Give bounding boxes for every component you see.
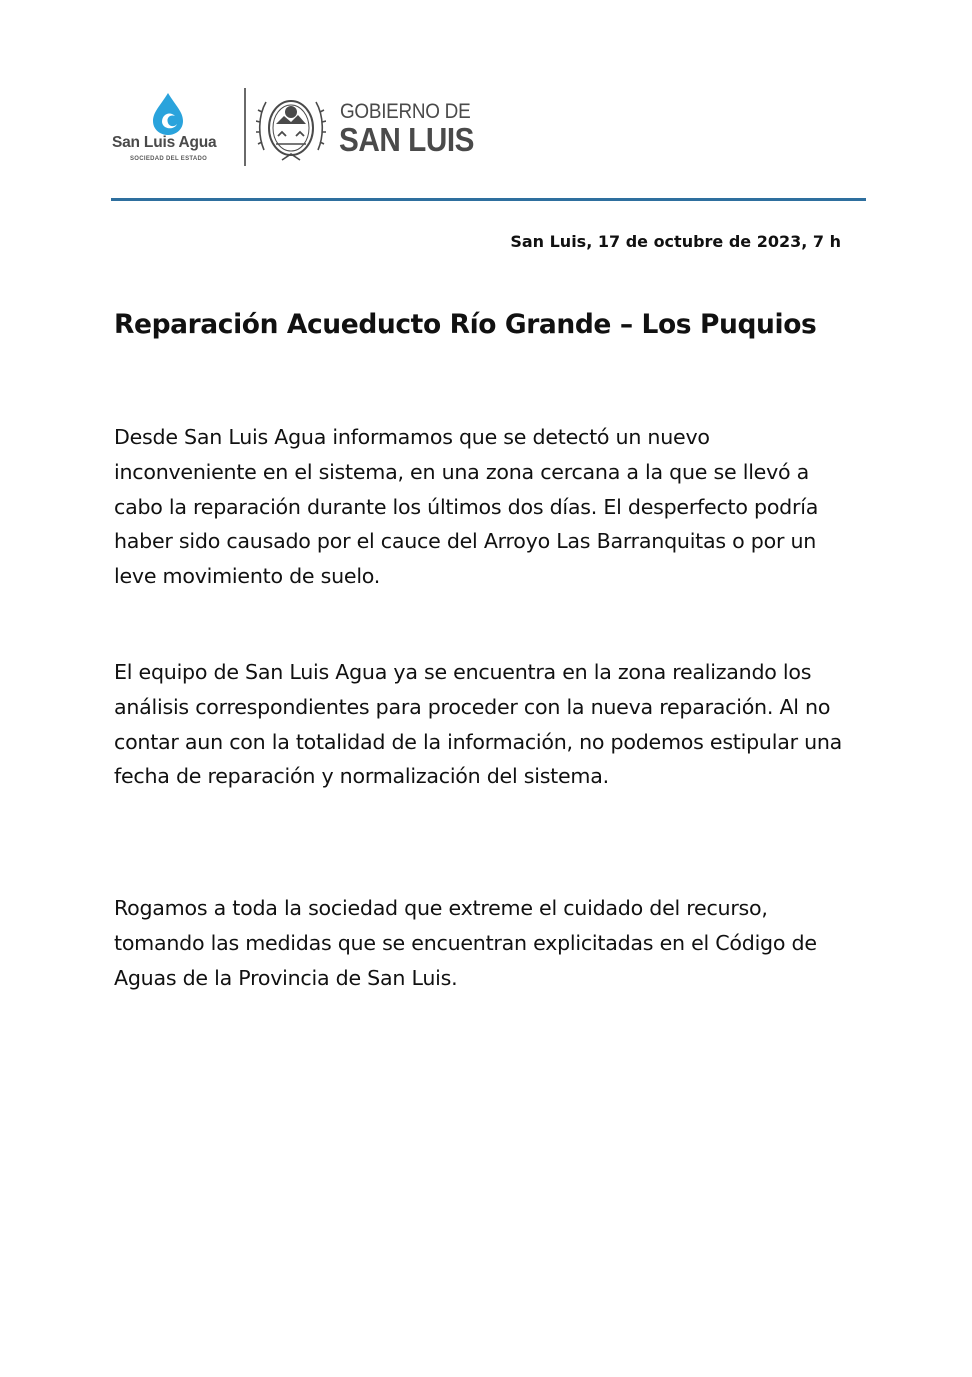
letterhead [112, 86, 532, 170]
san-luis-label: SAN LUIS [339, 121, 475, 158]
body-paragraph: El equipo de San Luis Agua ya se encuentra en la zona realizando los análisis correspondientes para proceder con la nueva reparación. Al no contar aun con la totalidad de la información, no podemos estipular una fecha de reparación y normalización del sistema. [114, 660, 843, 789]
header-rule [111, 198, 866, 201]
water-drop-icon [148, 92, 188, 136]
logo-divider [244, 88, 246, 166]
body-paragraph: Rogamos a toda la sociedad que extreme el cuidado del recurso, tomando las medidas que se encuentran explicitadas en el Código de Aguas de la Provincia de San Luis. [114, 896, 817, 990]
coat-of-arms-icon [256, 90, 326, 166]
gobierno-label: GOBIERNO DE [340, 100, 471, 123]
dateline: San Luis, 17 de octubre de 2023, 7 h [510, 232, 841, 251]
body-paragraph: Desde San Luis Agua informamos que se detectó un nuevo inconveniente en el sistema, en una zona cercana a la que se llevó a cabo la reparación durante los últimos dos días. El desperfecto podría haber sido causado por el cauce del Arroyo Las Barranquitas o por un leve movimiento de suelo. [114, 425, 819, 589]
san-luis-agua-logo [112, 92, 234, 170]
document-title: Reparación Acueducto Río Grande – Los Puquios [114, 309, 817, 340]
san-luis-agua-name: San Luis Agua [112, 134, 217, 151]
san-luis-agua-subtitle: SOCIEDAD DEL ESTADO [130, 156, 208, 162]
